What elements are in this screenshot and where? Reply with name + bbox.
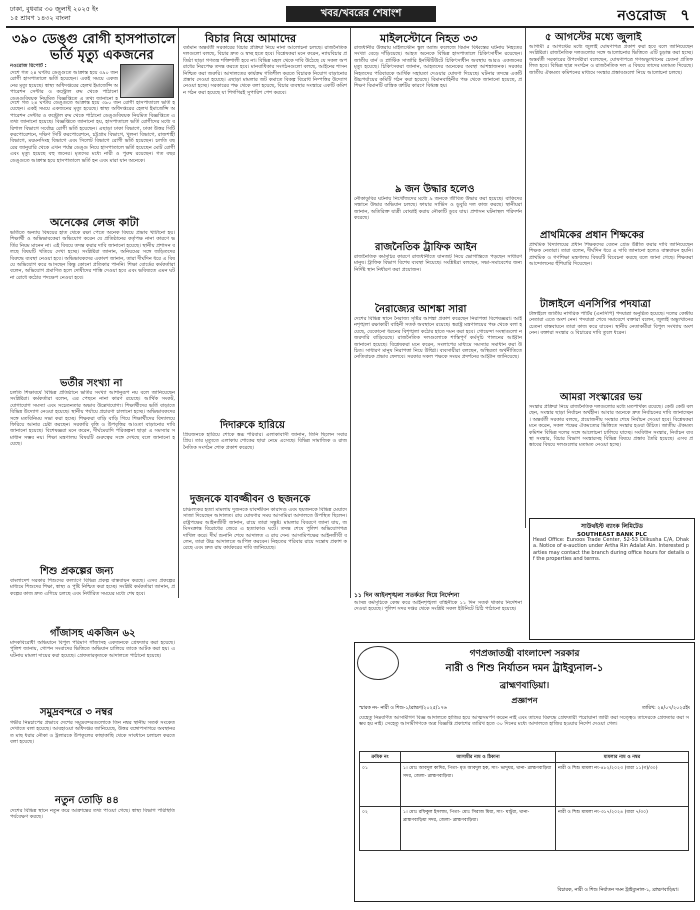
samudra-body: গভীর নিম্নচাপের প্রভাবে দেশের সমুদ্রবন্দরগুলোকে তিন নম্বর স্থানীয় সতর্ক সংকেত দেখাতে বলা হয়েছে। আবহাওয়া অধিদপ্তর জানিয়েছে, উত্তর বঙ্গোপসাগরে অবস্থানরত মাছ ধরার নৌকা ও ট্রলারকে উপকূলের কাছাকাছি থেকে সাবধানে চলাচল করতে বলা হয়েছে।	[10, 720, 175, 746]
headline-didarul: দিদারুকে হারিয়ে	[220, 420, 285, 431]
headline-shonibar: ১১ দিন আইনশৃঙ্খলা সতর্কতা দিয়ে নির্দেশনা	[354, 592, 460, 599]
headline-bichar: বিচার নিয়ে আমাদের	[205, 32, 297, 45]
notice-table-header	[360, 752, 689, 763]
column-divider	[178, 28, 179, 598]
notice-gov: গণপ্রজাতন্ত্রী বাংলাদেশ সরকার	[469, 649, 580, 659]
amra-body: সংস্কার প্রক্রিয়া নিয়ে রাজনৈতিক দলগুলোর মধ্যে মতপার্থক্য রয়েছে। কেউ কেউ বলছেন, সংস্কার ছাড়া নির্বাচন অর্থহীন। আবার অনেকে দ্রুত নির্বাচনের দাবি জানাচ্ছেন। অন্তর্বর্তী সরকার বলছে, প্রয়োজনীয় সংস্কার শেষে নির্বাচন দেওয়া হবে। বিশ্লেষকরা মনে করেন, সকল পক্ষের ঐকমত্যের ভিত্তিতে সংস্কার হওয়া উচিত। জাতীয় ঐকমত্য কমিশন বিভিন্ন দলের সঙ্গে আলোচনা চালিয়ে যাচ্ছে। সংবিধান সংস্কার, নির্বাচন ব্যবস্থা সংস্কার, বিচার বিভাগ সংস্কারসহ বিভিন্ন বিষয়ে প্রস্তাব তৈরি হয়েছে। এসব প্রস্তাবের বিষয়ে দলগুলোর মতামত নেওয়া হচ্ছে।	[529, 404, 693, 449]
headline-moddhe: ৫ আগস্টের মধ্যে জুলাই	[545, 32, 642, 43]
headline-samudra: সমুদ্রবন্দরে ৩ নম্বর	[40, 707, 113, 718]
headline-dengue-2: ভর্তি মৃত্যু একজনের	[50, 48, 154, 63]
column-divider	[525, 28, 526, 528]
rajnoitik-body: রাজনৈতিক কর্মসূচির কারণে রাজধানীতে যানজট নিয়ে ভোগান্তিতে পড়ছেন সাধারণ মানুষ। ট্রাফিক বিভাগ বিশেষ ব্যবস্থা নিয়েছে। সংশ্লিষ্টরা বলছেন, সভা-সমাবেশের জন্য নির্দিষ্ট স্থান নির্ধারণ করা প্রয়োজন।	[354, 254, 522, 273]
headline-shishu: শিশু প্রকল্পের জন্য	[40, 566, 114, 577]
notice-ref: স্মারক নং- নারী ও শিশু-১/ব্রাহ্মণ/২০২৫/১৭৬	[359, 706, 447, 711]
table-row	[360, 763, 689, 807]
bichar-body: বর্তমান অন্তর্বর্তী সরকারের বিচার প্রক্রিয়া নিয়ে নানা আলোচনা চলছে। রাজনৈতিক দলগুলো বলছে, বিচার দ্রুত ও স্বচ্ছ হতে হবে। বিশ্লেষকরা মনে করেন, ন্যায়বিচার প্রতিষ্ঠা ছাড়া গণতন্ত্র শক্তিশালী হবে না। বিভিন্ন মহল থেকে দাবি উঠেছে যে সকল অপরাধের নিরপেক্ষ তদন্ত করতে হবে। মানবাধিকার সংগঠনগুলো বলছে, আইনের শাসন নিশ্চিত করা জরুরি। আদালতের কার্যক্রম গতিশীল করতে বিচারক নিয়োগ বাড়ানোর প্রস্তাব দেওয়া হয়েছে। এছাড়া মামলার জট কমাতে বিকল্প বিরোধ নিষ্পত্তির উদ্যোগ নেওয়া হচ্ছে। সরকারের পক্ষ থেকে বলা হয়েছে, বিচার ব্যবস্থার সংস্কারে একটি কমিশন গঠন করা হয়েছে যা শিগগিরই সুপারিশ পেশ করবে।	[183, 45, 347, 96]
shishu-body: বাংলাদেশ সরকার শিশুদের কল্যাণে বিভিন্ন প্রকল্প বাস্তবায়ন করছে। এসব প্রকল্পের মাধ্যমে শিশুদের শিক্ষা, স্বাস্থ্য ও পুষ্টি নিশ্চিত করা হচ্ছে। সংশ্লিষ্ট কর্মকর্তারা জানান, প্রকল্পের কাজ দ্রুত এগিয়ে চলছে এবং নির্ধারিত সময়ের মধ্যে শেষ হবে।	[10, 578, 175, 597]
notice-signature: বিচারক, নারী ও শিশু নির্যাতন দমন ট্রাইব্যুনাল-১, ব্রাহ্মণবাড়িয়া।	[557, 888, 679, 893]
moddhe-body: আগামী ৫ আগস্টের মধ্যে জুলাই ঘোষণাপত্র প্রকাশ করা হবে বলে জানিয়েছেন সংশ্লিষ্টরা। রাজনৈতিক দলগুলোর সঙ্গে আলোচনার ভিত্তিতে এটি চূড়ান্ত করা হচ্ছে। অন্তর্বর্তী সরকারের উপদেষ্টারা বলেছেন, ঘোষণাপত্রে গণঅভ্যুত্থানের চেতনা প্রতিফলিত হবে। বিভিন্ন ছাত্র সংগঠন ও রাজনৈতিক দল এ বিষয়ে তাদের মতামত দিয়েছে। জাতীয় ঐকমত্য কমিশনের মাধ্যমে সংস্কার প্রস্তাবগুলো নিয়ে আলোচনা চলছে।	[529, 44, 693, 76]
headline-tangail: টাঙ্গাইলে এনসিপির পদযাত্রা	[540, 299, 651, 310]
headline-norail: নৈরাজ্যের আশঙ্কা সারা	[375, 304, 467, 315]
bank-ad	[529, 518, 695, 640]
header-sl: ক্রমিক নং	[360, 752, 401, 763]
page-header	[6, 4, 694, 28]
notice-place: ব্রাহ্মণবাড়িয়া।	[499, 681, 550, 691]
notun-body: দেশের বিভিন্ন স্থানে নতুন করে আক্রান্তের তথ্য পাওয়া গেছে। স্বাস্থ্য বিভাগ পরিস্থিতি পর্যবেক্ষণ করছে।	[10, 808, 175, 821]
row-accused: ১। মোঃ আবদুল কাদির, পিতা- মৃত আবদুল হক, সাং- ভাদুঘর, থানা- ব্রাহ্মণবাড়িয়া সদর, জেলা- ব্রাহ্মণবাড়িয়া।	[401, 763, 556, 807]
row-sl: ০২	[360, 807, 401, 851]
headline-uddhar: ৯ জন উদ্ধার হলেও	[395, 184, 475, 195]
byline: নওরোজ রিপোর্ট :	[10, 63, 47, 69]
bank-ad-title-en: SOUTHEAST BANK PLC	[577, 532, 647, 538]
row-accused: ১। মোঃ রফিকুল ইসলাম, পিতা- মোঃ সিরাজ মিয়া, সাং- ঘাটুরা, থানা- ব্রাহ্মণবাড়িয়া সদর, জেলা- ব্রাহ্মণবাড়িয়া।	[401, 807, 556, 851]
headline-ganja: গাঁজাসহ একজিন ৬২	[50, 628, 136, 639]
row-case: নারী ও শিশু মামলা নং-৩১৭/২০২৪ (ধারা ৭/৩০)	[556, 807, 689, 851]
headline-lakh-kata: অনেকের লেজ কাটা	[50, 216, 139, 229]
dujon-body: চাঞ্চল্যকর হত্যা মামলায় দুজনকে যাবজ্জীবন কারাদণ্ড এবং ছয়জনকে বিভিন্ন মেয়াদে সাজা দিয়েছেন আদালত। রায় ঘোষণার সময় আসামিরা আদালতে উপস্থিত ছিলেন। রাষ্ট্রপক্ষের আইনজীবী জানান, রায়ে তারা সন্তুষ্ট। মামলার বিবরণে জানা যায়, জমিসংক্রান্ত বিরোধের জেরে এ হত্যাকাণ্ড ঘটে। তদন্ত শেষে পুলিশ অভিযোগপত্র দাখিল করে। দীর্ঘ শুনানি শেষে আদালত এ রায় দেন। আসামিপক্ষের আইনজীবী বলেন, তারা উচ্চ আদালতে আপিল করবেন। নিহতের পরিবার রায়ে সন্তোষ প্রকাশ করেছে এবং দ্রুত রায় কার্যকরের দাবি জানিয়েছে।	[183, 507, 347, 552]
tribunal-notice	[354, 642, 695, 902]
pradhan-body: প্রাথমিক বিদ্যালয়ের প্রধান শিক্ষকদের বেতন গ্রেড উন্নীত করার দাবি জানিয়েছেন শিক্ষক নেতারা। তারা বলেন, দীর্ঘদিন ধরে এ দাবি জানানো হলেও বাস্তবায়ন হয়নি। প্রাথমিক ও গণশিক্ষা মন্ত্রণালয় বিষয়টি বিবেচনা করছে বলে জানা গেছে। শিক্ষকরা আন্দোলনের হুঁশিয়ারি দিয়েছেন।	[529, 242, 693, 268]
date-english: ঢাকা, বুধবার ৩০ জুলাই ২০২৫ ইং	[10, 5, 99, 13]
headline-pradhan: প্রাথমিকের প্রধান শিক্ষকের	[540, 230, 645, 241]
column-divider	[350, 28, 351, 598]
brand-logo: নওরোজ	[617, 8, 666, 24]
dengue-body: দেশে গত ২৪ ঘণ্টায় ডেঙ্গুতে আক্রান্ত হয়ে ৩৯০ জন রোগী হাসপাতালে ভর্তি হয়েছেন। একই সময়ে একজনের মৃত্যু হয়েছে। স্বাস্থ্য অধিদপ্তরের হেলথ ইমার্জেন্সি অপারেশন সেন্টার ও কন্ট্রোল রুম থেকে পাঠানো ডেঙ্গুবিষয়ক নিয়মিত বিজ্ঞপ্তিতে এ তথ্য জানানো হয়েছে। বিজ্ঞপ্তিতে জানানো হয়, হাসপাতালে ভর্তি রোগীদের মধ্যে বরিশাল বিভাগে সর্বোচ্চ রোগী ভর্তি হয়েছেন। এছাড়া ঢাকা বিভাগে, ঢাকা উত্তর সিটি করপোরেশনে, দক্ষিণ সিটি করপোরেশনে, চট্টগ্রাম বিভাগে, খুলনা বিভাগে, রাজশাহী বিভাগে, ময়মনসিংহ বিভাগে এবং সিলেট বিভাগে রোগী ভর্তি হয়েছেন। চলতি বছরের জানুয়ারি থেকে এখন পর্যন্ত ডেঙ্গু নিয়ে হাসপাতালে ভর্তি হয়েছেন মোট রোগী এবং মৃত্যু হয়েছে বহু জনের। মৃতদের মধ্যে নারী ও পুরুষ রয়েছেন। গত বছর ডেঙ্গুতে আক্রান্ত হয়ে হাসপাতালে ভর্তি হন এবং মারা যান অনেকে।	[10, 100, 175, 164]
headline-dujon: দুজনকে যাবজ্জীবন ও ছজনকে	[190, 494, 311, 505]
headline-dengue-1: ৩৯০ ডেঙ্গু রোগী হাসপাতালে	[12, 32, 176, 47]
headline-milestone: মাইলস্টোনে নিহত ৩৩	[380, 32, 478, 45]
notice-table	[359, 751, 689, 851]
notice-title: প্রজ্ঞাপন	[511, 696, 538, 705]
headline-amra: আমরা সংস্কারের ভয়	[560, 392, 642, 403]
ganja-body: মাদকবিরোধী অভিযানে বিপুল পরিমাণ গাঁজাসহ একজনকে গ্রেফতার করা হয়েছে। পুলিশ জানায়, গোপন সংবাদের ভিত্তিতে অভিযান চালিয়ে তাকে আটক করা হয়। এ ঘটনায় মামলা দায়ের করা হয়েছে। গ্রেফতারকৃতকে আদালতে পাঠানো হয়েছে।	[10, 640, 175, 659]
shonibar-body: আসন্ন কর্মসূচিকে কেন্দ্র করে আইনশৃঙ্খলা বাহিনীকে ১১ দিন সতর্ক থাকার নির্দেশনা দেওয়া হয়েছে। পুলিশ সদর দপ্তর থেকে সংশ্লিষ্ট সকল ইউনিটে চিঠি পাঠানো হয়েছে।	[354, 600, 522, 613]
row-case: নারী ও শিশু মামলা নং-৪৮২/২০২৩ (ধারা ১১(গ)/৩০)	[556, 763, 689, 807]
dengue-body-top: দেশে গত ২৪ ঘণ্টায় ডেঙ্গুতে আক্রান্ত হয়ে ৩৯০ জন রোগী হাসপাতালে ভর্তি হয়েছেন। একই সময়ে একজনের মৃত্যু হয়েছে। স্বাস্থ্য অধিদপ্তরের হেলথ ইমার্জেন্সি অপারেশন সেন্টার ও কন্ট্রোল রুম থেকে পাঠানো ডেঙ্গুবিষয়ক নিয়মিত বিজ্ঞপ্তিতে এ তথ্য জানানো হ	[10, 70, 118, 100]
government-seal	[357, 646, 399, 680]
page-number: ৭	[680, 6, 690, 24]
norail-body: দেশের বিভিন্ন স্থানে নৈরাজ্য সৃষ্টির আশঙ্কা প্রকাশ করেছেন নিরাপত্তা বিশেষজ্ঞরা। আইনশৃঙ্খলা রক্ষাকারী বাহিনী সতর্ক অবস্থানে রয়েছে। স্বরাষ্ট্র মন্ত্রণালয়ের পক্ষ থেকে বলা হয়েছে, যেকোনো ধরনের বিশৃঙ্খলা কঠোর হাতে দমন করা হবে। গোয়েন্দা সংস্থাগুলো নজরদারি বাড়িয়েছে। রাজনৈতিক দলগুলোকে শান্তিপূর্ণ কর্মসূচি পালনের আহ্বান জানানো হয়েছে। বিশ্লেষকরা মনে করেন, সংলাপের মাধ্যমে সমস্যার সমাধান করা উচিত। সাধারণ মানুষ নিরাপত্তা নিয়ে উদ্বিগ্ন। ব্যবসায়ীরা বলছেন, অস্থিরতা অর্থনীতিতে নেতিবাচক প্রভাব ফেলবে। সরকার সকল পক্ষকে সংযম প্রদর্শনের আহ্বান জানিয়েছে।	[354, 316, 522, 361]
table-row	[360, 807, 689, 851]
header-accused: আসামীর নাম ও ঠিকানা	[401, 752, 556, 763]
milestone-body: রাজধানীর উত্তরায় মাইলস্টোন স্কুল অ্যান্ড কলেজে বিমান বিধ্বস্তের ঘটনায় নিহতের সংখ্যা বেড়ে দাঁড়িয়েছে। আহত অনেকে বিভিন্ন হাসপাতালে চিকিৎসাধীন রয়েছেন। জাতীয় বার্ন ও প্লাস্টিক সার্জারি ইনস্টিটিউটে চিকিৎসাধীন অবস্থায় আরও একজনের মৃত্যু হয়েছে। চিকিৎসকরা জানান, আহতদের অনেকের অবস্থা আশঙ্কাজনক। সরকার নিহতদের পরিবারকে আর্থিক সহায়তা দেওয়ার ঘোষণা দিয়েছে। ঘটনার তদন্তে একটি উচ্চপর্যায়ের কমিটি গঠন করা হয়েছে। বিমানবাহিনীর পক্ষ থেকে জানানো হয়েছে, প্রশিক্ষণ বিমানটি যান্ত্রিক ত্রুটির কারণে বিধ্বস্ত হয়।	[354, 45, 522, 90]
headline-notun: নতুন তোড়ি ৪৪	[55, 795, 119, 806]
headline-rajnoitik: রাজনৈতিক ট্রাফিক আইন	[375, 242, 477, 253]
section-title: খবর/খবরের শেষাংশ	[286, 6, 436, 22]
lakh-kata-body: ভর্তিতে অন্যায় বিষয়ের হাত থেকে রক্ষা পেতে অনেক বিষয়ে প্রভাব খাটানো হয়। শিক্ষার্থী ও অভিভাবকেরা অভিযোগ করেন যে প্রতিষ্ঠানের কর্তৃপক্ষ নানা কারণে ভর্তির নিয়ম মানেন না। এই বিষয়ে তদন্ত করার দাবি জানানো হয়েছে। স্থানীয় প্রশাসন বলছে বিষয়টি খতিয়ে দেখা হচ্ছে। সংশ্লিষ্টরা জানান, অনিয়মের সঙ্গে জড়িতদের বিরুদ্ধে ব্যবস্থা নেওয়া হবে। অভিভাবকদের একাংশ জানান, তারা দীর্ঘদিন ধরে এ বিষয়ে অভিযোগ করে আসছেন কিন্তু কোনো প্রতিকার পাননি। শিক্ষা বোর্ডের কর্মকর্তারা বলেন, অভিযোগ প্রমাণিত হলে দোষীদের শাস্তি দেওয়া হবে এবং ভবিষ্যতে এমন ঘটনা রোধে কঠোর পদক্ষেপ নেওয়া হবে।	[10, 230, 175, 281]
notice-tribunal-name: নারী ও শিশু নির্যাতন দমন ট্রাইব্যুনাল-১	[445, 663, 604, 674]
notice-intro: যেহেতু নিম্নবর্ণিত আসামীগণ বিজ্ঞ আদালতে হাজির হয়ে আত্মসমর্পণ করেন নাই এবং তাদের বিরুদ্ধে গ্রেফতারী পরোয়ানা জারী করা সত্ত্বেও তাদেরকে গ্রেফতার করা সম্ভব হয় নাই। সেহেতু আসামীগণকে অত্র বিজ্ঞপ্তি প্রকাশের তারিখ হতে ৩০ দিনের মধ্যে আদালতে হাজির হওয়ার নির্দেশ দেওয়া গেল।	[359, 715, 689, 728]
date-bangla: ১৫ শ্রাবণ ১৪৩২ বাংলা	[10, 14, 71, 22]
header-case: মামলার নাম ও নম্বর	[556, 752, 689, 763]
bhoti-body: চলতি শিক্ষাবর্ষে বিভিন্ন প্রতিষ্ঠানে ভর্তির সংখ্যা আশানুরূপ নয় বলে জানিয়েছেন সংশ্লিষ্টরা। কর্মকর্তারা বলেন, এর পেছনে নানা কারণ রয়েছে। আর্থিক সংকট, যোগাযোগ সমস্যা এবং সচেতনতার অভাব উল্লেখযোগ্য। শিক্ষার্থীদের ভর্তি বাড়াতে বিভিন্ন উদ্যোগ নেওয়া হয়েছে। স্থানীয় পর্যায়ে প্রচারণা চালানো হচ্ছে। অভিভাবকদের সঙ্গে মতবিনিময় সভা করা হচ্ছে। শিক্ষকরা বাড়ি বাড়ি গিয়ে শিক্ষার্থীদের বিদ্যালয়ে ফিরিয়ে আনার চেষ্টা করছেন। সরকারি বৃত্তি ও উপবৃত্তির আওতা বাড়ানোর দাবি জানানো হয়েছে। বিশেষজ্ঞরা মনে করেন, দীর্ঘমেয়াদি পরিকল্পনা ছাড়া এ সমস্যার সমাধান সম্ভব নয়। শিক্ষা মন্ত্রণালয় বিষয়টি গুরুত্বের সঙ্গে দেখছে বলে জানানো হয়েছে।	[10, 390, 175, 448]
row-sl: ০১	[360, 763, 401, 807]
bank-ad-body: Head Office: Eunoos Trade Center, 52-53 Dilkusha C/A, Dhaka. Notice of e-auction under Artha Rin Adalat Ain. Interested parties may contact the branch during office hours for details of the properties and terms.	[533, 537, 689, 563]
bank-ad-title-bn: সাউথইস্ট ব্যাংক লিমিটেড	[581, 523, 643, 530]
headline-bhoti: ভর্তীর সংখ্যা না	[60, 378, 123, 389]
tangail-body: টাঙ্গাইলে জাতীয় নাগরিক পার্টির (এনসিপি) পদযাত্রা অনুষ্ঠিত হয়েছে। দলের কেন্দ্রীয় নেতারা এতে অংশ নেন। পদযাত্রা শেষে সমাবেশে বক্তারা বলেন, জুলাই অভ্যুত্থানের চেতনা বাস্তবায়নে তারা কাজ করে যাবেন। স্থানীয় নেতাকর্মীরা বিপুল সংখ্যায় অংশ নেন। বক্তারা সংস্কার ও বিচারের দাবি তুলে ধরেন।	[529, 311, 693, 337]
uddhar-body: নৌকাডুবির ঘটনায় নিখোঁজদের মধ্যে ৯ জনকে জীবিত উদ্ধার করা হয়েছে। বাকিদের সন্ধানে উদ্ধার অভিযান চলছে। ফায়ার সার্ভিস ও ডুবুরি দল কাজ করছে। স্থানীয়রা জানান, অতিরিক্ত যাত্রী বোঝাই করায় নৌকাটি ডুবে যায়। প্রশাসন ঘটনাস্থল পরিদর্শন করেছে।	[354, 196, 522, 222]
mosquito-photo	[120, 64, 174, 98]
notice-date: তারিখ: ২৪/০৭/২০২৫ইং	[641, 706, 690, 711]
didarul-body: প্রিয়জনকে হারিয়ে শোকে স্তব্ধ পরিবার। এলাকাবাসী জানান, তিনি ছিলেন সবার প্রিয়। তার মৃত্যুতে এলাকায় শোকের ছায়া নেমে এসেছে। বিভিন্ন সামাজিক ও রাজনৈতিক সংগঠন শোক প্রকাশ করেছে।	[183, 432, 347, 451]
date-line	[10, 5, 98, 23]
